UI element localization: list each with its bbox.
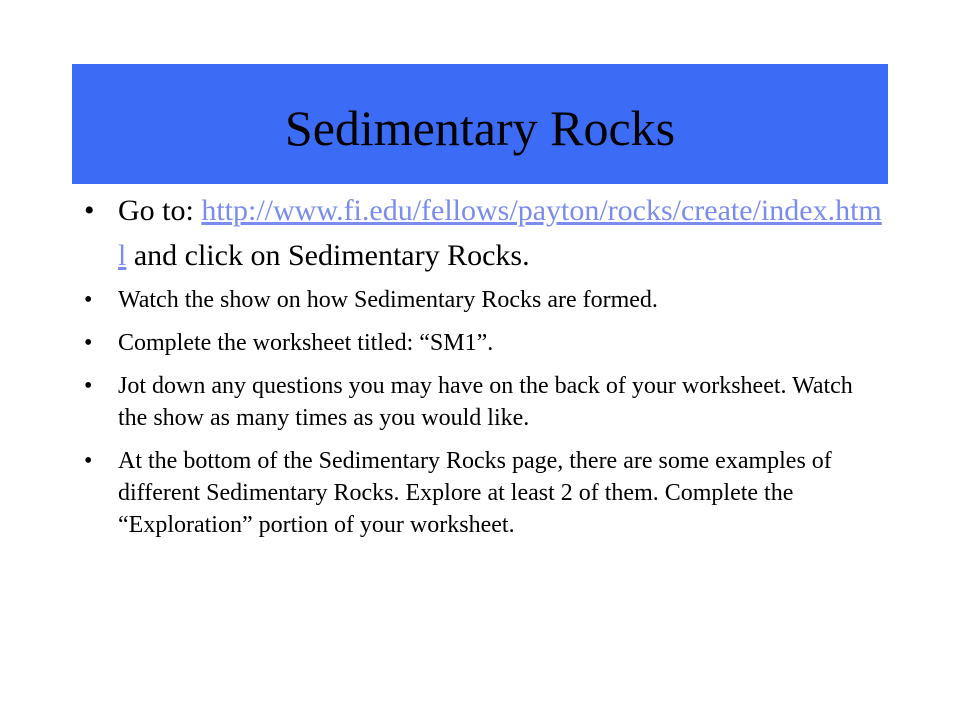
bullet-text: Watch the show on how Sedimentary Rocks are formed. (118, 287, 658, 313)
bullet-dot: • (84, 287, 93, 313)
bullet-item-explore-examples (84, 445, 884, 541)
bullet-list (84, 188, 884, 552)
title-bar (72, 64, 888, 184)
bullet-item-watch-show (84, 284, 884, 316)
bullet-dot: • (84, 330, 93, 356)
bullet-item-jot-questions (84, 370, 884, 434)
slide-title: Sedimentary Rocks (284, 100, 676, 156)
rocks-url-link[interactable]: http://www.fi.edu/fellows/payton/rocks/create/index.html (118, 194, 882, 272)
bullet-text: At the bottom of the Sedimentary Rocks page, there are some examples of different Sedimentary Rocks. Explore at least 2 of them. Complete the “Exploration” portion of your worksheet. (118, 448, 832, 538)
bullet-item-go-to (84, 188, 884, 278)
bullet-dot: • (84, 373, 93, 399)
go-to-suffix: and click on Sedimentary Rocks. (126, 239, 530, 272)
bullet-item-complete-worksheet (84, 327, 884, 359)
bullet-dot: • (84, 194, 95, 227)
go-to-prefix: Go to: (118, 194, 202, 227)
bullet-dot: • (84, 448, 93, 474)
bullet-text: Complete the worksheet titled: “SM1”. (118, 330, 494, 356)
bullet-text: Jot down any questions you may have on the back of your worksheet. Watch the show as many times as you would like. (118, 373, 853, 431)
